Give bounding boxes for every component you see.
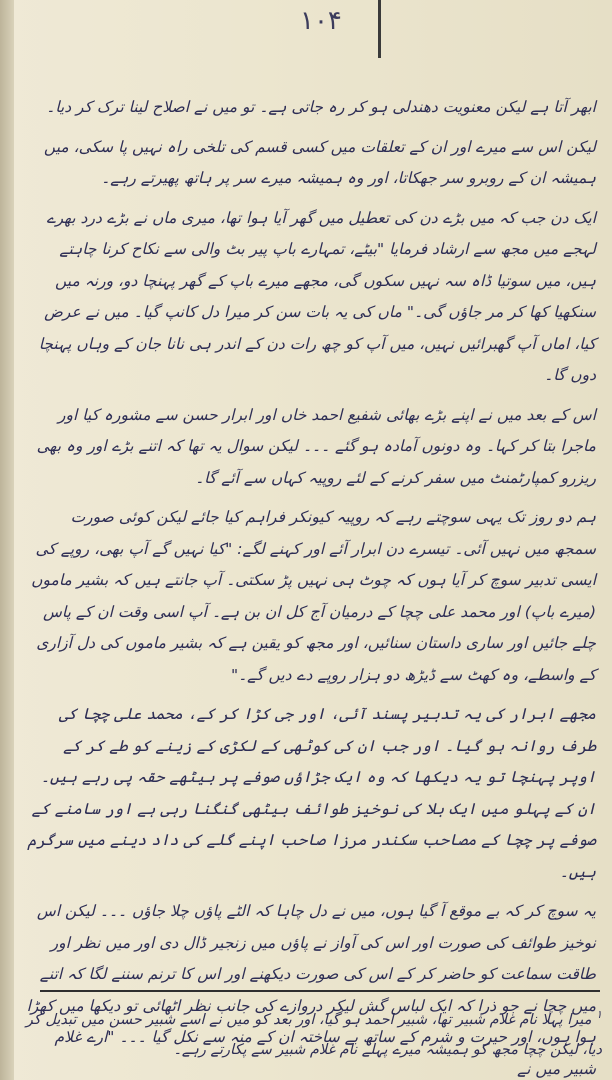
footnote-marker: ۱ (596, 1008, 602, 1021)
book-spine-shadow (0, 0, 14, 1080)
footnote-paragraph (24, 1000, 602, 1065)
paragraph-6: مجھے ابرار کی یہ تدبیر پسند آئی، اور جی کڑا کر کے، محمد علی چچا کی طرف روانہ ہو گیا۔ اور جب ان کی کوٹھی کے لکڑی کے زینے کو طے کر کے اوپر پہنچا تو یہ دیکھا کہ وہ ایک جڑاؤں صوفے پر بیٹھے حقہ پی رہے ہیں۔ ان کے پہلو میں ایک بلا کی نوخیز طوائف بیٹھی گنگنا رہی ہے اور سامنے کے صوفے پر چچا کے مصاحب سکندر مرزا صاحب اپنے گلے کی داد دینے میں سرگرم ہیں۔ (27, 705, 596, 881)
body-text (26, 92, 596, 1080)
binding-mark (378, 0, 381, 58)
footnote (24, 1000, 602, 1065)
paragraph-3: ایک دن جب کہ میں بڑے دن کی تعطیل میں گھر آیا ہوا تھا، میری ماں نے بڑے درد بھرے لہجے میں مجھ سے ارشاد فرمایا "بیٹے، تمہارے باپ پیر بٹ والی سے نکاح کرنا چاہتے ہیں، میں سوتیا ڈاہ سہ نہیں سکوں گی، مجھے میرے باپ کے گھر پہنچا دو، ورنہ میں سنکھیا کھا کر مر جاؤں گی۔" ماں کی یہ بات سن کر میرا دل کانپ گیا۔ میں نے عرض کیا، اماں آپ گھبرائیں نہیں، میں آپ کو چھ رات دن کے اندر ہی نانا جان کے وہاں پہنچا دوں گا۔ (38, 208, 596, 384)
paragraph-7: یہ سوچ کر کہ بے موقع آ گیا ہوں، میں نے دل چاہا کہ الٹے پاؤں چلا جاؤں ۔۔۔ لیکن اس نوخیز طوائف کی صورت اور اس کی آواز نے پاؤں میں زنجیر ڈال دی اور میں نظر اور طاقت سماعت کو حاضر کر کے اس کی صورت دیکھنے اور اس کا ترنم سننے لگا کہ اتنے میں چچا نے جو ذرا کہ ایک لباس گش لیکر دروازے کی جانب نظر اٹھائی تو دیکھا میں کھڑا ہوا ہوں، اور حیرت و شرم کے ساتھ بے ساختہ ان کے منہ سے نکل گیا ۔۔۔ "ارے غلام شبیر میں نے (26, 902, 596, 1078)
paragraph-5: ہم دو روز تک یہی سوچتے رہے کہ روپیہ کیونکر فراہم کیا جائے لیکن کوئی صورت سمجھ میں نہیں آئی۔ تیسرے دن ابرار آئے اور کہنے لگے: "کیا نہیں گے آپ بھی، روپے کی ایسی تدبیر سوچ کر آیا ہوں کہ چوٹ ہی نہیں پڑ سکتی۔ آپ جانتے ہیں کہ بشیر ماموں (میرے باپ) اور محمد علی چچا کے درمیان آج کل ان بن ہے۔ آپ اسی وقت ان کے پاس چلے جائیں اور ساری داستان سنائیں، اور مجھ کو یقین ہے کہ بشیر ماموں کی دل آزاری کے واسطے، وہ کھٹ سے ڈیڑھ دو ہزار روپے دے دیں گے۔" (31, 508, 596, 684)
paragraph-2: لیکن اس سے میرے اور ان کے تعلقات میں کسی قسم کی تلخی راہ نہیں پا سکی، میں ہمیشہ ان کے روبرو سر جھکاتا، اور وہ ہمیشہ میرے سر پر ہاتھ پھیرتے رہے۔ (43, 137, 596, 187)
page-number: ۱۰۴ (300, 6, 342, 36)
paragraph-1: ابھر آتا ہے لیکن معنویت دھندلی ہو کر رہ جاتی ہے۔ تو میں نے اصلاح لینا ترک کر دیا۔ (46, 98, 596, 116)
footnote-text: میرا پہلا نام غلام شبیر تھا، شبیر احمد ہو گیا، اور بعد کو میں نے اسے شبیر حسن میں تبدیل کر دیا، لیکن چچا مجھ کو ہمیشہ میرے پہلے نام غلام شبیر سے پکارتے رہے۔ (25, 1011, 602, 1058)
paragraph-4: اس کے بعد میں نے اپنے بڑے بھائی شفیع احمد خاں اور ابرار حسن سے مشورہ کیا اور ماجرا بتا کر کہا۔ وہ دونوں آمادہ ہو گئے ۔۔۔ لیکن سوال یہ تھا کہ اتنے بڑے اور وہ بھی ریزرو کمپارٹمنٹ میں سفر کرنے کے لئے روپیہ کہاں سے آئے گا۔ (36, 405, 596, 487)
footnote-divider (40, 990, 600, 992)
